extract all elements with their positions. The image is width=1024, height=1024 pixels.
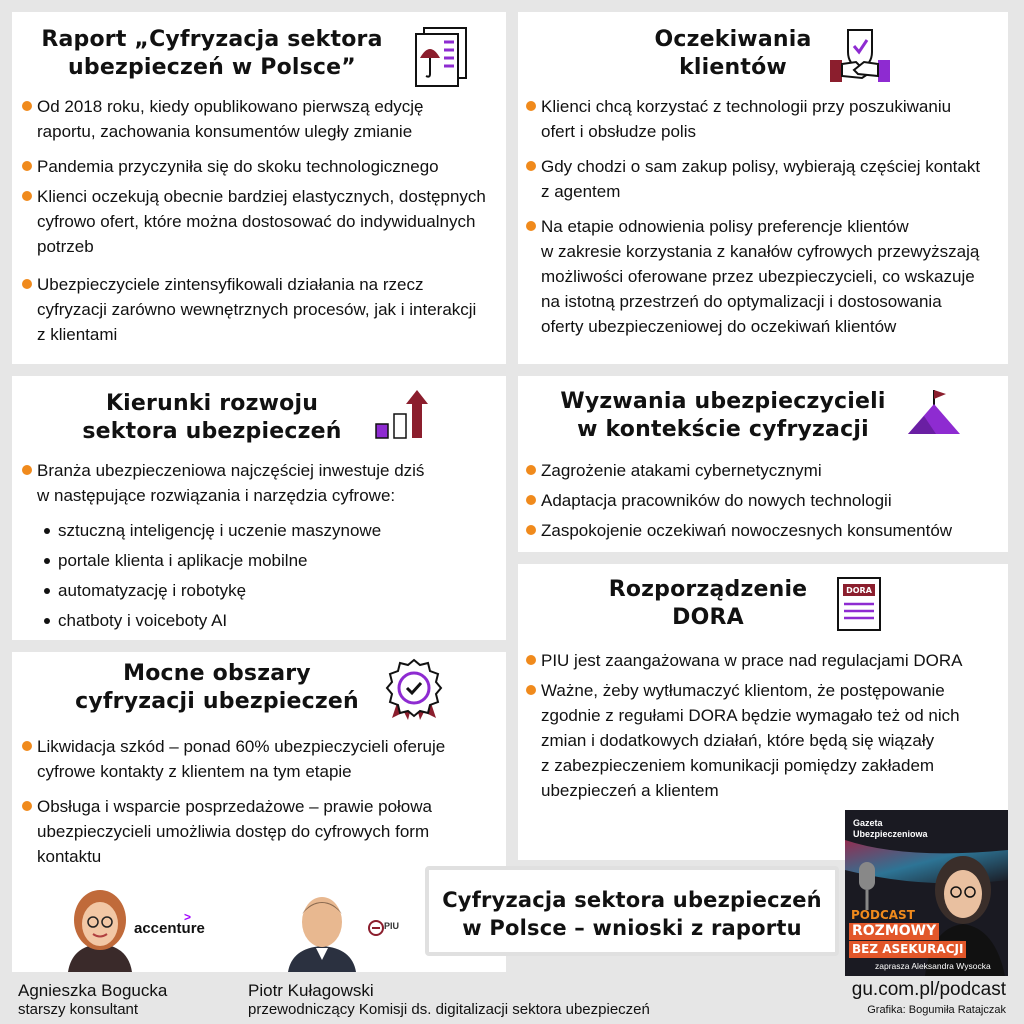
bullet-dot-icon [22, 101, 32, 111]
oczekiwania-bullet-3: Na etapie odnowienia polisy preferencje klientów w zakresie korzystania z kanałów cyfrowych przewyższają możliwości oferowane przez ubezpieczycieli, co wskazuje na istotną przestrzeń do optymalizacji i dostosowania oferty ubezpieczeniowej do oczekiwań klientów [526, 214, 1006, 339]
bullet-dot-icon [526, 655, 536, 665]
podcast-show-title: ROZMOWY BEZ ASEKURACJI [849, 922, 1007, 958]
sub-bullet-icon [44, 528, 50, 534]
kierunki-sub-1: sztuczną inteligencję i uczenie maszynowe [38, 518, 498, 543]
panel-kierunki [12, 376, 506, 640]
piu-logo-text: PIU [384, 921, 400, 931]
sub-bullet-icon [44, 588, 50, 594]
raport-bullet-4: Ubezpieczyciele zintensyfikowali działania na rzecz cyfryzacji zarówno wewnętrznych procesów, jak i interakcji z klientami [22, 272, 502, 347]
oczekiwania-title: Oczekiwania klientów [654, 27, 812, 80]
kierunki-bullet: Branża ubezpieczeniowa najczęściej inwestuje dziś w następujące rozwiązania i narzędzia cyfrowe: [22, 458, 502, 508]
person-name-1: Agnieszka Bogucka [18, 981, 168, 1000]
raport-bullet-2: Pandemia przyczyniła się do skoku technologicznego [22, 154, 502, 179]
bullet-dot-icon [526, 685, 536, 695]
bullet-dot-icon [526, 221, 536, 231]
mocne-bullet-2: Obsługa i wsparcie posprzedażowe – prawie połowa ubezpieczycieli umożliwia dostęp do cyfrowych form kontaktu [22, 794, 502, 869]
bullet-dot-icon [526, 495, 536, 505]
avatar-piotr-kulagowski [284, 890, 360, 972]
bullet-dot-icon [22, 279, 32, 289]
handshake-shield-icon [828, 24, 892, 88]
report-summary-title-box [425, 866, 839, 956]
bullet-dot-icon [526, 525, 536, 535]
podcast-label: PODCAST [851, 908, 915, 922]
raport-bullet-3: Klienci oczekują obecnie bardziej elastycznych, dostępnych cyfrowo ofert, które można dostosować do indywidualnych potrzeb [22, 184, 502, 259]
mocne-bullet-1: Likwidacja szkód – ponad 60% ubezpieczycieli oferuje cyfrowe kontakty z klientem na tym etapie [22, 734, 502, 784]
bullet-dot-icon [22, 161, 32, 171]
bullet-dot-icon [22, 465, 32, 475]
accenture-chevron-icon: > [184, 910, 192, 924]
dora-bullet-1: PIU jest zaangażowana w prace nad regulacjami DORA [526, 648, 1006, 673]
bullet-dot-icon [22, 191, 32, 201]
kierunki-sub-3: automatyzację i robotykę [38, 578, 498, 603]
wyzwania-title: Wyzwania ubezpieczycieli w kontekście cyfryzacji [560, 389, 886, 442]
company-logo-piu [368, 918, 404, 942]
oczekiwania-bullet-2: Gdy chodzi o sam zakup polisy, wybierają częściej kontakt z agentem [526, 154, 1006, 204]
panel-wyzwania [518, 376, 1008, 552]
raport-bullet-1: Od 2018 roku, kiedy opublikowano pierwszą edycję raportu, zachowania konsumentów uległy zmianie [22, 94, 502, 144]
person-role-2: przewodniczący Komisji ds. digitalizacji sektora ubezpieczeń [248, 1001, 650, 1018]
bullet-dot-icon [526, 161, 536, 171]
avatar-agnieszka-bogucka [60, 884, 140, 972]
company-logo-accenture: > accenture [134, 910, 205, 937]
bullet-dot-icon [22, 741, 32, 751]
podcast-brand: Gazeta Ubezpieczeniowa [853, 818, 928, 839]
graphic-credit: Grafika: Bogumiła Ratajczak [867, 1004, 1006, 1016]
panel-oczekiwania [518, 12, 1008, 364]
mocne-title: Mocne obszary cyfryzacji ubezpieczeń [75, 661, 359, 714]
growth-bars-icon [372, 388, 434, 440]
award-badge-icon [384, 658, 444, 722]
kierunki-sub-4: chatboty i voiceboty AI [38, 608, 498, 633]
podcast-host: zaprasza Aleksandra Wysocka [875, 961, 991, 971]
document-umbrella-icon [406, 24, 472, 90]
kierunki-sub-2: portale klienta i aplikacje mobilne [38, 548, 498, 573]
panel-raport [12, 12, 506, 364]
wyzwania-bullet-3: Zaspokojenie oczekiwań nowoczesnych konsumentów [526, 518, 1006, 543]
podcast-url[interactable]: gu.com.pl/podcast [851, 979, 1006, 1000]
wyzwania-bullet-2: Adaptacja pracowników do nowych technologii [526, 488, 1006, 513]
sub-bullet-icon [44, 618, 50, 624]
dora-bullet-2: Ważne, żeby wytłumaczyć klientom, że postępowanie zgodnie z regułami DORA będzie wymagało też od nich zmian i dodatkowych działań, które będą się wiązały z zabezpieczeniem komunikacji pomiędzy zakładem ubezpieczeń a klientem [526, 678, 1006, 803]
raport-title: Raport „Cyfryzacja sektora ubezpieczeń w Polsce” [41, 27, 383, 80]
sub-bullet-icon [44, 558, 50, 564]
bullet-dot-icon [22, 801, 32, 811]
person-role-1: starszy konsultant [18, 1001, 139, 1018]
person-name-2: Piotr Kułagowski [248, 981, 374, 1000]
mountain-flag-icon [906, 386, 962, 436]
wyzwania-bullet-1: Zagrożenie atakami cybernetycznymi [526, 458, 1006, 483]
report-summary-title: Cyfryzacja sektora ubezpieczeń w Polsce – wnioski z raportu [442, 888, 822, 940]
podcast-banner[interactable] [845, 810, 1008, 976]
oczekiwania-bullet-1: Klienci chcą korzystać z technologii przy poszukiwaniu ofert i obsłudze polis [526, 94, 1006, 144]
dora-doc-label: DORA [846, 586, 872, 595]
bullet-dot-icon [526, 465, 536, 475]
dora-title: Rozporządzenie DORA [608, 577, 808, 630]
bullet-dot-icon [526, 101, 536, 111]
kierunki-title: Kierunki rozwoju sektora ubezpieczeń [82, 391, 342, 444]
